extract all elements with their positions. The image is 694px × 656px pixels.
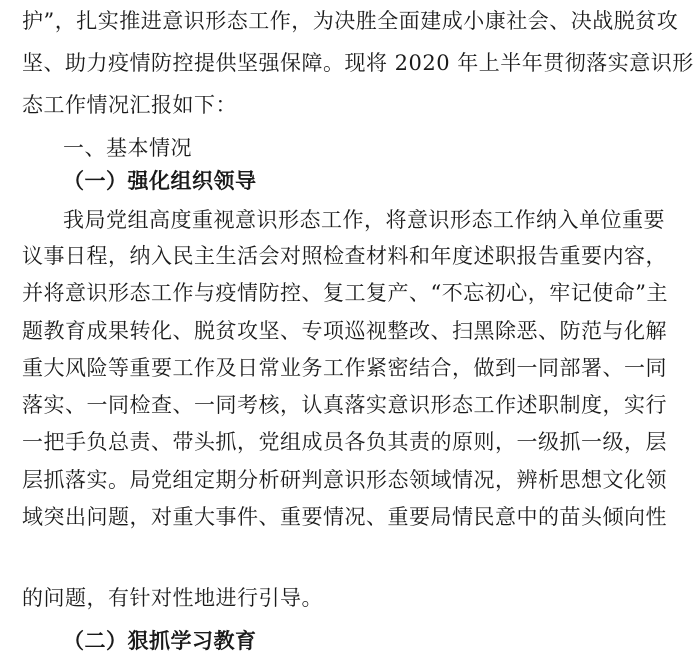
paragraph-line-2: 议事日程，纳入民主生活会对照检查材料和年度述职报告重要内容，	[22, 244, 667, 268]
paragraph-line-7: 一把手负总责、带头抓，党组成员各负其责的原则，一级抓一级，层	[22, 430, 667, 454]
paragraph-line-1: 我局党组高度重视意识形态工作，将意识形态工作纳入单位重要	[63, 208, 665, 232]
subsection-two-heading: （二）狠抓学习教育	[63, 629, 257, 653]
section-one-heading: 一、基本情况	[63, 136, 192, 160]
paragraph-line-6: 落实、一同检查、一同考核，认真落实意识形态工作述职制度，实行	[22, 393, 667, 417]
subsection-one-heading: （一）强化组织领导	[63, 169, 257, 193]
intro-line-2: 坚、助力疫情防控提供坚强保障。现将 2020 年上半年贯彻落实意识形	[22, 51, 694, 75]
intro-line-3: 态工作情况汇报如下：	[22, 93, 237, 117]
paragraph-line-8: 层抓落实。局党组定期分析研判意识形态领域情况，辨析思想文化领	[22, 468, 667, 492]
intro-line-1: 护”，扎实推进意识形态工作，为决胜全面建成小康社会、决战脱贫攻	[22, 9, 679, 33]
paragraph-line-3: 并将意识形态工作与疫情防控、复工复产、“不忘初心，牢记使命”主	[22, 281, 668, 305]
paragraph-line-10: 的问题，有针对性地进行引导。	[22, 586, 323, 610]
paragraph-line-9: 域突出问题，对重大事件、重要情况、重要局情民意中的苗头倾向性	[22, 505, 667, 529]
paragraph-line-5: 重大风险等重要工作及日常业务工作紧密结合，做到一同部署、一同	[22, 356, 667, 380]
paragraph-line-4: 题教育成果转化、脱贫攻坚、专项巡视整改、扫黑除恶、防范与化解	[22, 319, 667, 343]
